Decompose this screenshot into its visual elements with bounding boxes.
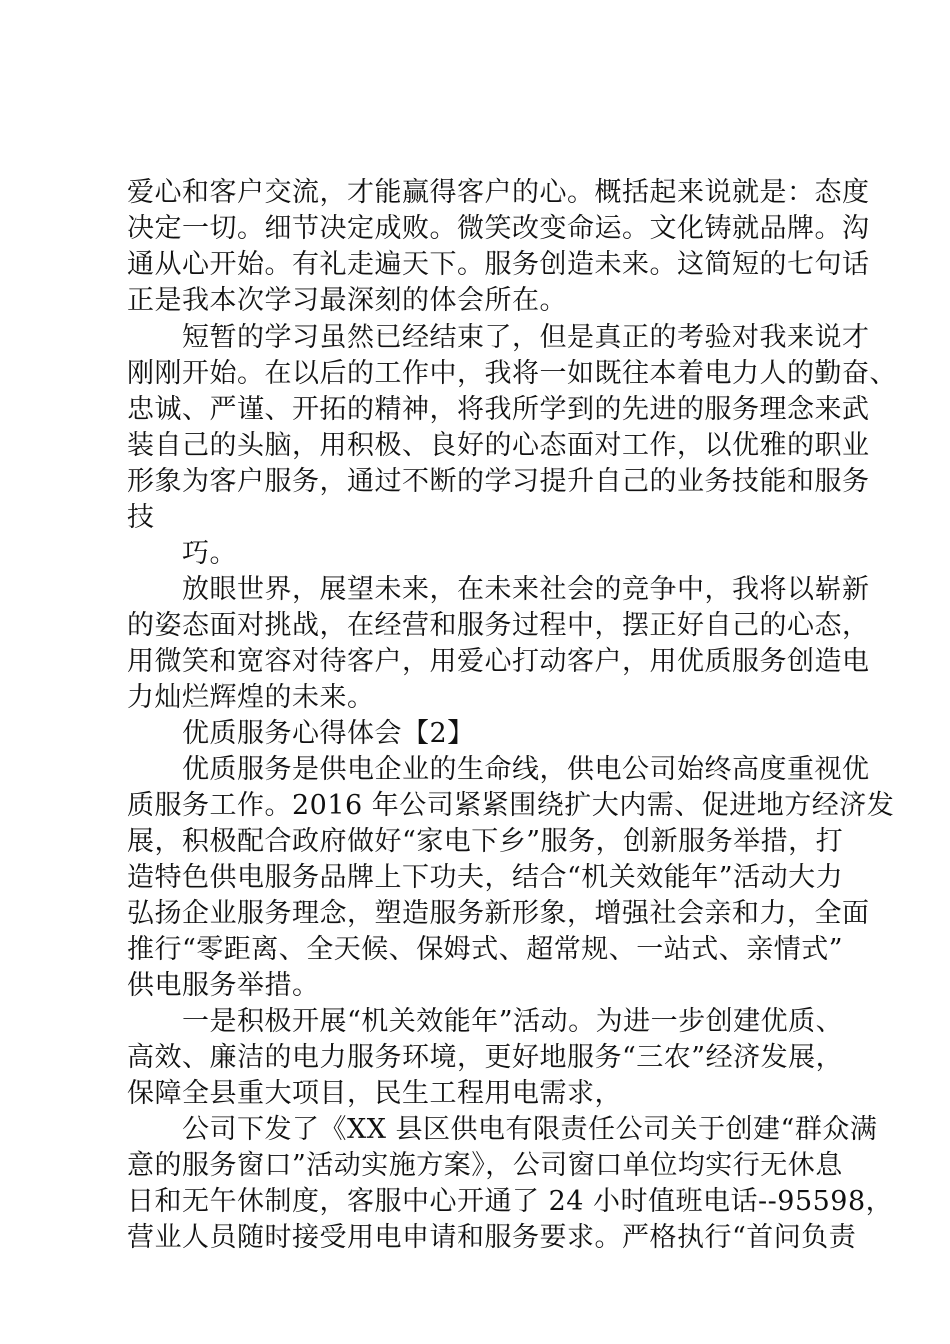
text-line: 供电服务举措。 <box>127 970 320 1001</box>
text-line: 装自己的头脑，用积极、良好的心态面对工作，以优雅的职业 <box>127 430 870 461</box>
paragraph-first-line: 短暂的学习虽然已经结束了，但是真正的考验对我来说才 <box>182 322 870 353</box>
text-line: 弘扬企业服务理念，塑造服务新形象，增强社会亲和力，全面 <box>127 898 870 929</box>
text-line: 营业人员随时接受用电申请和服务要求。严格执行“首问负责 <box>127 1222 857 1253</box>
paragraph-first-line: 优质服务是供电企业的生命线，供电公司始终高度重视优 <box>182 754 870 785</box>
text-line: 形象为客户服务，通过不断的学习提升自己的业务技能和服务 <box>127 466 870 497</box>
section-heading: 优质服务心得体会【2】 <box>182 718 475 749</box>
text-line: 爱心和客户交流，才能赢得客户的心。概括起来说就是：态度 <box>127 177 870 208</box>
text-line: 日和无午休制度，客服中心开通了 24 小时值班电话--95598， <box>127 1186 894 1217</box>
text-line: 刚刚开始。在以后的工作中，我将一如既往本着电力人的勤奋、 <box>127 358 897 389</box>
paragraph-first-line: 放眼世界，展望未来，在未来社会的竞争中，我将以崭新 <box>182 574 870 605</box>
text-line: 保障全县重大项目，民生工程用电需求， <box>127 1078 622 1109</box>
text-line: 高效、廉洁的电力服务环境，更好地服务“三农”经济发展， <box>127 1042 844 1073</box>
paragraph-first-line: 公司下发了《XX 县区供电有限责任公司关于创建“群众满 <box>182 1114 878 1145</box>
text-line: 展，积极配合政府做好“家电下乡”服务，创新服务举措，打 <box>127 826 844 857</box>
text-line: 用微笑和宽容对待客户，用爱心打动客户，用优质服务创造电 <box>127 646 870 677</box>
text-line: 技 <box>127 502 155 533</box>
text-line: 巧。 <box>182 538 237 569</box>
text-line: 推行“零距离、全天候、保姆式、超常规、一站式、亲情式” <box>127 934 844 965</box>
text-line: 的姿态面对挑战，在经营和服务过程中，摆正好自己的心态， <box>127 610 870 641</box>
text-line: 力灿烂辉煌的未来。 <box>127 682 375 713</box>
text-line: 通从心开始。有礼走遍天下。服务创造未来。这简短的七句话 <box>127 249 870 280</box>
text-line: 意的服务窗口”活动实施方案》，公司窗口单位均实行无休息 <box>127 1150 843 1181</box>
text-line: 决定一切。细节决定成败。微笑改变命运。文化铸就品牌。沟 <box>127 213 870 244</box>
text-line: 造特色供电服务品牌上下功夫，结合“机关效能年”活动大力 <box>127 862 844 893</box>
text-line: 正是我本次学习最深刻的体会所在。 <box>127 285 567 316</box>
text-line: 质服务工作。2016 年公司紧紧围绕扩大内需、促进地方经济发 <box>127 790 895 821</box>
text-line: 忠诚、严谨、开拓的精神，将我所学到的先进的服务理念来武 <box>127 394 870 425</box>
paragraph-first-line: 一是积极开展“机关效能年”活动。为进一步创建优质、 <box>182 1006 844 1037</box>
